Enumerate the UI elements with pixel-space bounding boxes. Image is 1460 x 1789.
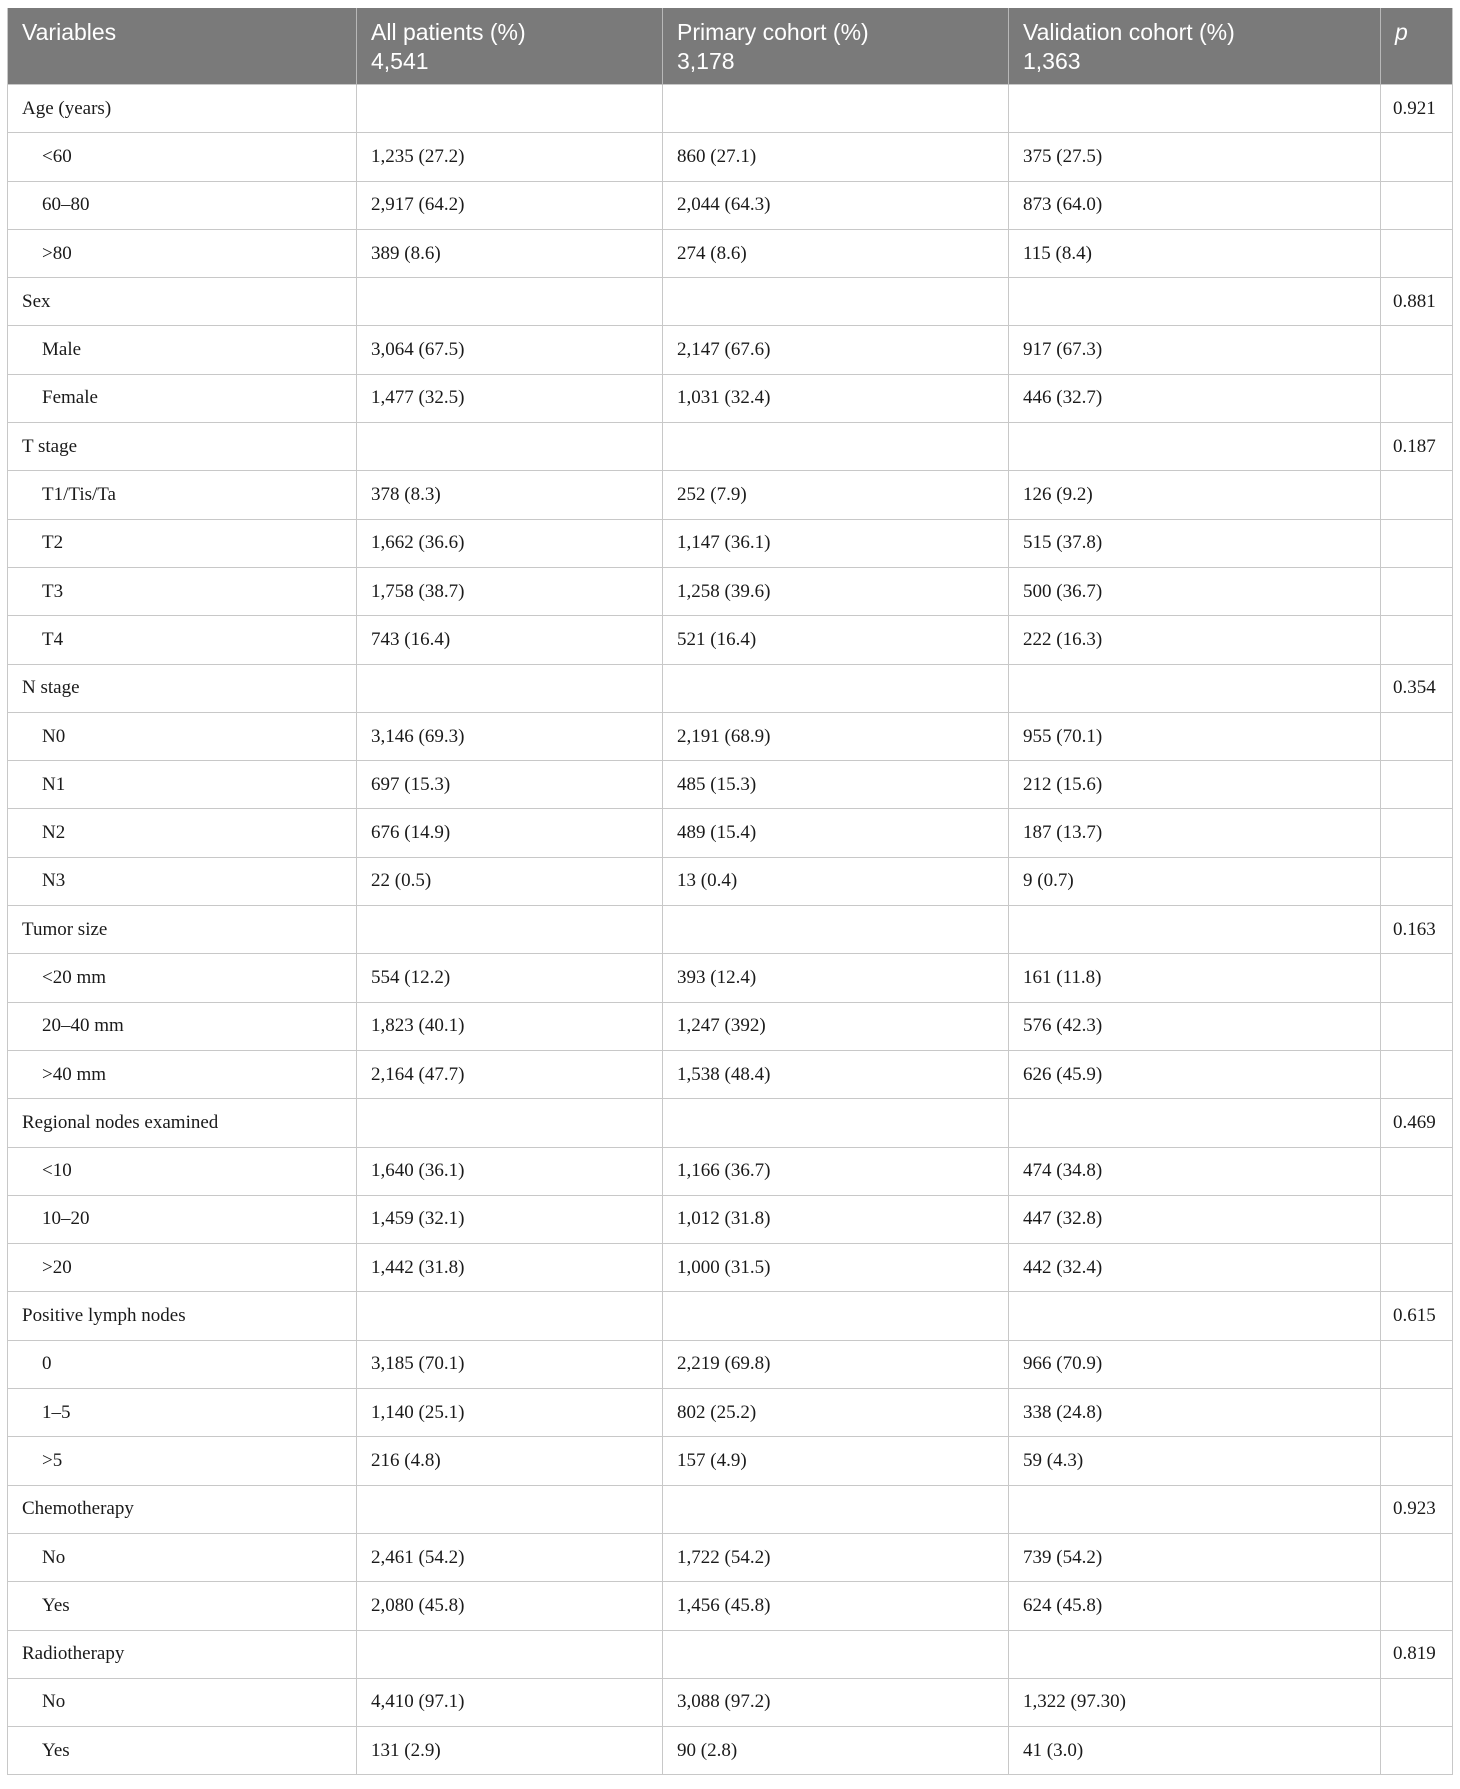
- all-patients-cell: [357, 1630, 663, 1678]
- primary-cohort-cell: [663, 1099, 1009, 1147]
- validation-cohort-cell: 447 (32.8): [1009, 1195, 1381, 1243]
- table-row: [8, 1050, 1453, 1098]
- variable-cell: 10–20: [8, 1195, 357, 1243]
- primary-cohort-cell: 274 (8.6): [663, 229, 1009, 277]
- variable-cell: Age (years): [8, 85, 357, 133]
- header-variables: [8, 8, 357, 85]
- variable-cell: No: [8, 1533, 357, 1581]
- table-row: [8, 954, 1453, 1002]
- p-value-cell: [1381, 1340, 1453, 1388]
- variable-cell: <10: [8, 1147, 357, 1195]
- header-primary-cohort: [663, 8, 1009, 85]
- header-primary-cohort-title: Primary cohort (%): [677, 19, 869, 45]
- all-patients-cell: 1,662 (36.6): [357, 519, 663, 567]
- validation-cohort-cell: 187 (13.7): [1009, 809, 1381, 857]
- variable-cell: T4: [8, 616, 357, 664]
- p-value-cell: [1381, 1244, 1453, 1292]
- all-patients-cell: 1,459 (32.1): [357, 1195, 663, 1243]
- primary-cohort-cell: 3,088 (97.2): [663, 1678, 1009, 1726]
- header-validation-cohort-title: Validation cohort (%): [1023, 19, 1235, 45]
- all-patients-cell: 1,758 (38.7): [357, 567, 663, 615]
- table-group-row: [8, 278, 1453, 326]
- variable-cell: Regional nodes examined: [8, 1099, 357, 1147]
- validation-cohort-cell: 917 (67.3): [1009, 326, 1381, 374]
- variable-cell: Male: [8, 326, 357, 374]
- primary-cohort-cell: 485 (15.3): [663, 761, 1009, 809]
- table-group-row: [8, 1630, 1453, 1678]
- validation-cohort-cell: 41 (3.0): [1009, 1727, 1381, 1775]
- validation-cohort-cell: [1009, 1099, 1381, 1147]
- variable-cell: >20: [8, 1244, 357, 1292]
- p-value-cell: [1381, 1195, 1453, 1243]
- header-p-value-label: p: [1395, 19, 1408, 45]
- table-row: [8, 857, 1453, 905]
- validation-cohort-cell: 126 (9.2): [1009, 471, 1381, 519]
- table-group-row: [8, 1485, 1453, 1533]
- primary-cohort-cell: 2,191 (68.9): [663, 712, 1009, 760]
- p-value-cell: [1381, 567, 1453, 615]
- validation-cohort-cell: 161 (11.8): [1009, 954, 1381, 1002]
- p-value-cell: 0.819: [1381, 1630, 1453, 1678]
- table-body: [8, 85, 1453, 1775]
- table-row: [8, 761, 1453, 809]
- variable-cell: 20–40 mm: [8, 1002, 357, 1050]
- table-row: [8, 374, 1453, 422]
- table-row: [8, 1437, 1453, 1485]
- header-all-patients-n: 4,541: [371, 48, 429, 74]
- primary-cohort-cell: 1,538 (48.4): [663, 1050, 1009, 1098]
- p-value-cell: [1381, 712, 1453, 760]
- variable-cell: T1/Tis/Ta: [8, 471, 357, 519]
- table-row: [8, 1340, 1453, 1388]
- p-value-cell: 0.187: [1381, 423, 1453, 471]
- all-patients-cell: 3,146 (69.3): [357, 712, 663, 760]
- header-row: [8, 8, 1453, 85]
- variable-cell: No: [8, 1678, 357, 1726]
- p-value-cell: 0.881: [1381, 278, 1453, 326]
- table-row: [8, 1727, 1453, 1775]
- primary-cohort-cell: 252 (7.9): [663, 471, 1009, 519]
- p-value-cell: [1381, 133, 1453, 181]
- all-patients-cell: 743 (16.4): [357, 616, 663, 664]
- table-row: [8, 1678, 1453, 1726]
- header-all-patients: [357, 8, 663, 85]
- table-row: [8, 616, 1453, 664]
- all-patients-cell: [357, 278, 663, 326]
- primary-cohort-cell: 1,031 (32.4): [663, 374, 1009, 422]
- primary-cohort-cell: 860 (27.1): [663, 133, 1009, 181]
- table-row: [8, 326, 1453, 374]
- p-value-cell: 0.923: [1381, 1485, 1453, 1533]
- all-patients-cell: 131 (2.9): [357, 1727, 663, 1775]
- primary-cohort-cell: [663, 1630, 1009, 1678]
- p-value-cell: [1381, 1678, 1453, 1726]
- p-value-cell: [1381, 1582, 1453, 1630]
- validation-cohort-cell: 739 (54.2): [1009, 1533, 1381, 1581]
- variable-cell: N stage: [8, 664, 357, 712]
- primary-cohort-cell: [663, 1485, 1009, 1533]
- validation-cohort-cell: [1009, 906, 1381, 954]
- all-patients-cell: [357, 423, 663, 471]
- validation-cohort-cell: [1009, 664, 1381, 712]
- table-group-row: [8, 906, 1453, 954]
- variable-cell: >5: [8, 1437, 357, 1485]
- table-group-row: [8, 1099, 1453, 1147]
- primary-cohort-cell: 1,000 (31.5): [663, 1244, 1009, 1292]
- p-value-cell: 0.469: [1381, 1099, 1453, 1147]
- all-patients-cell: 22 (0.5): [357, 857, 663, 905]
- p-value-cell: [1381, 471, 1453, 519]
- p-value-cell: 0.354: [1381, 664, 1453, 712]
- table-row: [8, 519, 1453, 567]
- variable-cell: Yes: [8, 1582, 357, 1630]
- variable-cell: 60–80: [8, 181, 357, 229]
- table-row: [8, 1244, 1453, 1292]
- validation-cohort-cell: 222 (16.3): [1009, 616, 1381, 664]
- validation-cohort-cell: 576 (42.3): [1009, 1002, 1381, 1050]
- p-value-cell: [1381, 954, 1453, 1002]
- variable-cell: N0: [8, 712, 357, 760]
- validation-cohort-cell: 115 (8.4): [1009, 229, 1381, 277]
- p-value-cell: [1381, 1533, 1453, 1581]
- p-value-cell: [1381, 229, 1453, 277]
- header-p-value: [1381, 8, 1453, 85]
- p-value-cell: [1381, 1437, 1453, 1485]
- validation-cohort-cell: [1009, 1630, 1381, 1678]
- variable-cell: 0: [8, 1340, 357, 1388]
- variable-cell: T2: [8, 519, 357, 567]
- variable-cell: Positive lymph nodes: [8, 1292, 357, 1340]
- all-patients-cell: 676 (14.9): [357, 809, 663, 857]
- header-all-patients-title: All patients (%): [371, 19, 526, 45]
- validation-cohort-cell: [1009, 423, 1381, 471]
- primary-cohort-cell: 1,147 (36.1): [663, 519, 1009, 567]
- p-value-cell: 0.163: [1381, 906, 1453, 954]
- all-patients-cell: [357, 1485, 663, 1533]
- table-row: [8, 1533, 1453, 1581]
- validation-cohort-cell: [1009, 85, 1381, 133]
- header-validation-cohort: [1009, 8, 1381, 85]
- table-header: [8, 8, 1453, 85]
- table-row: [8, 809, 1453, 857]
- header-validation-cohort-n: 1,363: [1023, 48, 1081, 74]
- all-patients-cell: 216 (4.8): [357, 1437, 663, 1485]
- primary-cohort-cell: 1,166 (36.7): [663, 1147, 1009, 1195]
- primary-cohort-cell: 2,219 (69.8): [663, 1340, 1009, 1388]
- all-patients-cell: 1,477 (32.5): [357, 374, 663, 422]
- validation-cohort-cell: 9 (0.7): [1009, 857, 1381, 905]
- primary-cohort-cell: 1,456 (45.8): [663, 1582, 1009, 1630]
- validation-cohort-cell: 955 (70.1): [1009, 712, 1381, 760]
- table-row: [8, 471, 1453, 519]
- all-patients-cell: 1,640 (36.1): [357, 1147, 663, 1195]
- all-patients-cell: 2,917 (64.2): [357, 181, 663, 229]
- all-patients-cell: 2,080 (45.8): [357, 1582, 663, 1630]
- table-row: [8, 181, 1453, 229]
- variable-cell: T3: [8, 567, 357, 615]
- table-row: [8, 567, 1453, 615]
- primary-cohort-cell: 2,044 (64.3): [663, 181, 1009, 229]
- primary-cohort-cell: 1,258 (39.6): [663, 567, 1009, 615]
- variable-cell: N3: [8, 857, 357, 905]
- all-patients-cell: 4,410 (97.1): [357, 1678, 663, 1726]
- primary-cohort-cell: 2,147 (67.6): [663, 326, 1009, 374]
- all-patients-cell: [357, 664, 663, 712]
- table-row: [8, 1147, 1453, 1195]
- validation-cohort-cell: 442 (32.4): [1009, 1244, 1381, 1292]
- all-patients-cell: [357, 1099, 663, 1147]
- all-patients-cell: 697 (15.3): [357, 761, 663, 809]
- variable-cell: Radiotherapy: [8, 1630, 357, 1678]
- variable-cell: <20 mm: [8, 954, 357, 1002]
- table-group-row: [8, 423, 1453, 471]
- validation-cohort-cell: [1009, 1485, 1381, 1533]
- validation-cohort-cell: 966 (70.9): [1009, 1340, 1381, 1388]
- variable-cell: T stage: [8, 423, 357, 471]
- table-row: [8, 1389, 1453, 1437]
- primary-cohort-cell: [663, 906, 1009, 954]
- p-value-cell: 0.921: [1381, 85, 1453, 133]
- table-group-row: [8, 1292, 1453, 1340]
- all-patients-cell: 378 (8.3): [357, 471, 663, 519]
- primary-cohort-cell: 521 (16.4): [663, 616, 1009, 664]
- primary-cohort-cell: [663, 664, 1009, 712]
- validation-cohort-cell: 626 (45.9): [1009, 1050, 1381, 1098]
- p-value-cell: [1381, 1389, 1453, 1437]
- primary-cohort-cell: 90 (2.8): [663, 1727, 1009, 1775]
- all-patients-cell: 2,461 (54.2): [357, 1533, 663, 1581]
- primary-cohort-cell: 802 (25.2): [663, 1389, 1009, 1437]
- all-patients-cell: [357, 85, 663, 133]
- validation-cohort-cell: 873 (64.0): [1009, 181, 1381, 229]
- p-value-cell: [1381, 857, 1453, 905]
- p-value-cell: [1381, 519, 1453, 567]
- variable-cell: Chemotherapy: [8, 1485, 357, 1533]
- p-value-cell: [1381, 326, 1453, 374]
- validation-cohort-cell: 446 (32.7): [1009, 374, 1381, 422]
- all-patients-cell: [357, 1292, 663, 1340]
- p-value-cell: [1381, 181, 1453, 229]
- p-value-cell: [1381, 374, 1453, 422]
- baseline-characteristics-table: [7, 8, 1453, 1775]
- validation-cohort-cell: 375 (27.5): [1009, 133, 1381, 181]
- validation-cohort-cell: 515 (37.8): [1009, 519, 1381, 567]
- validation-cohort-cell: 500 (36.7): [1009, 567, 1381, 615]
- all-patients-cell: [357, 906, 663, 954]
- validation-cohort-cell: [1009, 1292, 1381, 1340]
- primary-cohort-cell: 489 (15.4): [663, 809, 1009, 857]
- header-primary-cohort-n: 3,178: [677, 48, 735, 74]
- primary-cohort-cell: 1,722 (54.2): [663, 1533, 1009, 1581]
- all-patients-cell: 1,823 (40.1): [357, 1002, 663, 1050]
- primary-cohort-cell: [663, 85, 1009, 133]
- variable-cell: Female: [8, 374, 357, 422]
- variable-cell: N1: [8, 761, 357, 809]
- p-value-cell: [1381, 761, 1453, 809]
- p-value-cell: 0.615: [1381, 1292, 1453, 1340]
- all-patients-cell: 389 (8.6): [357, 229, 663, 277]
- validation-cohort-cell: 212 (15.6): [1009, 761, 1381, 809]
- primary-cohort-cell: 1,012 (31.8): [663, 1195, 1009, 1243]
- primary-cohort-cell: [663, 278, 1009, 326]
- variable-cell: >40 mm: [8, 1050, 357, 1098]
- p-value-cell: [1381, 809, 1453, 857]
- p-value-cell: [1381, 1002, 1453, 1050]
- variable-cell: Sex: [8, 278, 357, 326]
- table-row: [8, 712, 1453, 760]
- validation-cohort-cell: 1,322 (97.30): [1009, 1678, 1381, 1726]
- variable-cell: N2: [8, 809, 357, 857]
- all-patients-cell: 1,442 (31.8): [357, 1244, 663, 1292]
- primary-cohort-cell: [663, 1292, 1009, 1340]
- variable-cell: Yes: [8, 1727, 357, 1775]
- all-patients-cell: 554 (12.2): [357, 954, 663, 1002]
- validation-cohort-cell: 59 (4.3): [1009, 1437, 1381, 1485]
- p-value-cell: [1381, 1147, 1453, 1195]
- table-group-row: [8, 664, 1453, 712]
- validation-cohort-cell: 474 (34.8): [1009, 1147, 1381, 1195]
- variable-cell: <60: [8, 133, 357, 181]
- table-row: [8, 1195, 1453, 1243]
- p-value-cell: [1381, 1050, 1453, 1098]
- primary-cohort-cell: 157 (4.9): [663, 1437, 1009, 1485]
- table-group-row: [8, 85, 1453, 133]
- table-row: [8, 1582, 1453, 1630]
- table-row: [8, 229, 1453, 277]
- primary-cohort-cell: 1,247 (392): [663, 1002, 1009, 1050]
- all-patients-cell: 3,185 (70.1): [357, 1340, 663, 1388]
- all-patients-cell: 1,140 (25.1): [357, 1389, 663, 1437]
- variable-cell: >80: [8, 229, 357, 277]
- all-patients-cell: 3,064 (67.5): [357, 326, 663, 374]
- primary-cohort-cell: 393 (12.4): [663, 954, 1009, 1002]
- p-value-cell: [1381, 1727, 1453, 1775]
- all-patients-cell: 2,164 (47.7): [357, 1050, 663, 1098]
- variable-cell: 1–5: [8, 1389, 357, 1437]
- validation-cohort-cell: 338 (24.8): [1009, 1389, 1381, 1437]
- validation-cohort-cell: 624 (45.8): [1009, 1582, 1381, 1630]
- validation-cohort-cell: [1009, 278, 1381, 326]
- table-row: [8, 133, 1453, 181]
- header-variables-label: Variables: [22, 19, 117, 45]
- primary-cohort-cell: [663, 423, 1009, 471]
- table-row: [8, 1002, 1453, 1050]
- all-patients-cell: 1,235 (27.2): [357, 133, 663, 181]
- variable-cell: Tumor size: [8, 906, 357, 954]
- primary-cohort-cell: 13 (0.4): [663, 857, 1009, 905]
- baseline-characteristics-table-container: [7, 8, 1452, 1775]
- p-value-cell: [1381, 616, 1453, 664]
